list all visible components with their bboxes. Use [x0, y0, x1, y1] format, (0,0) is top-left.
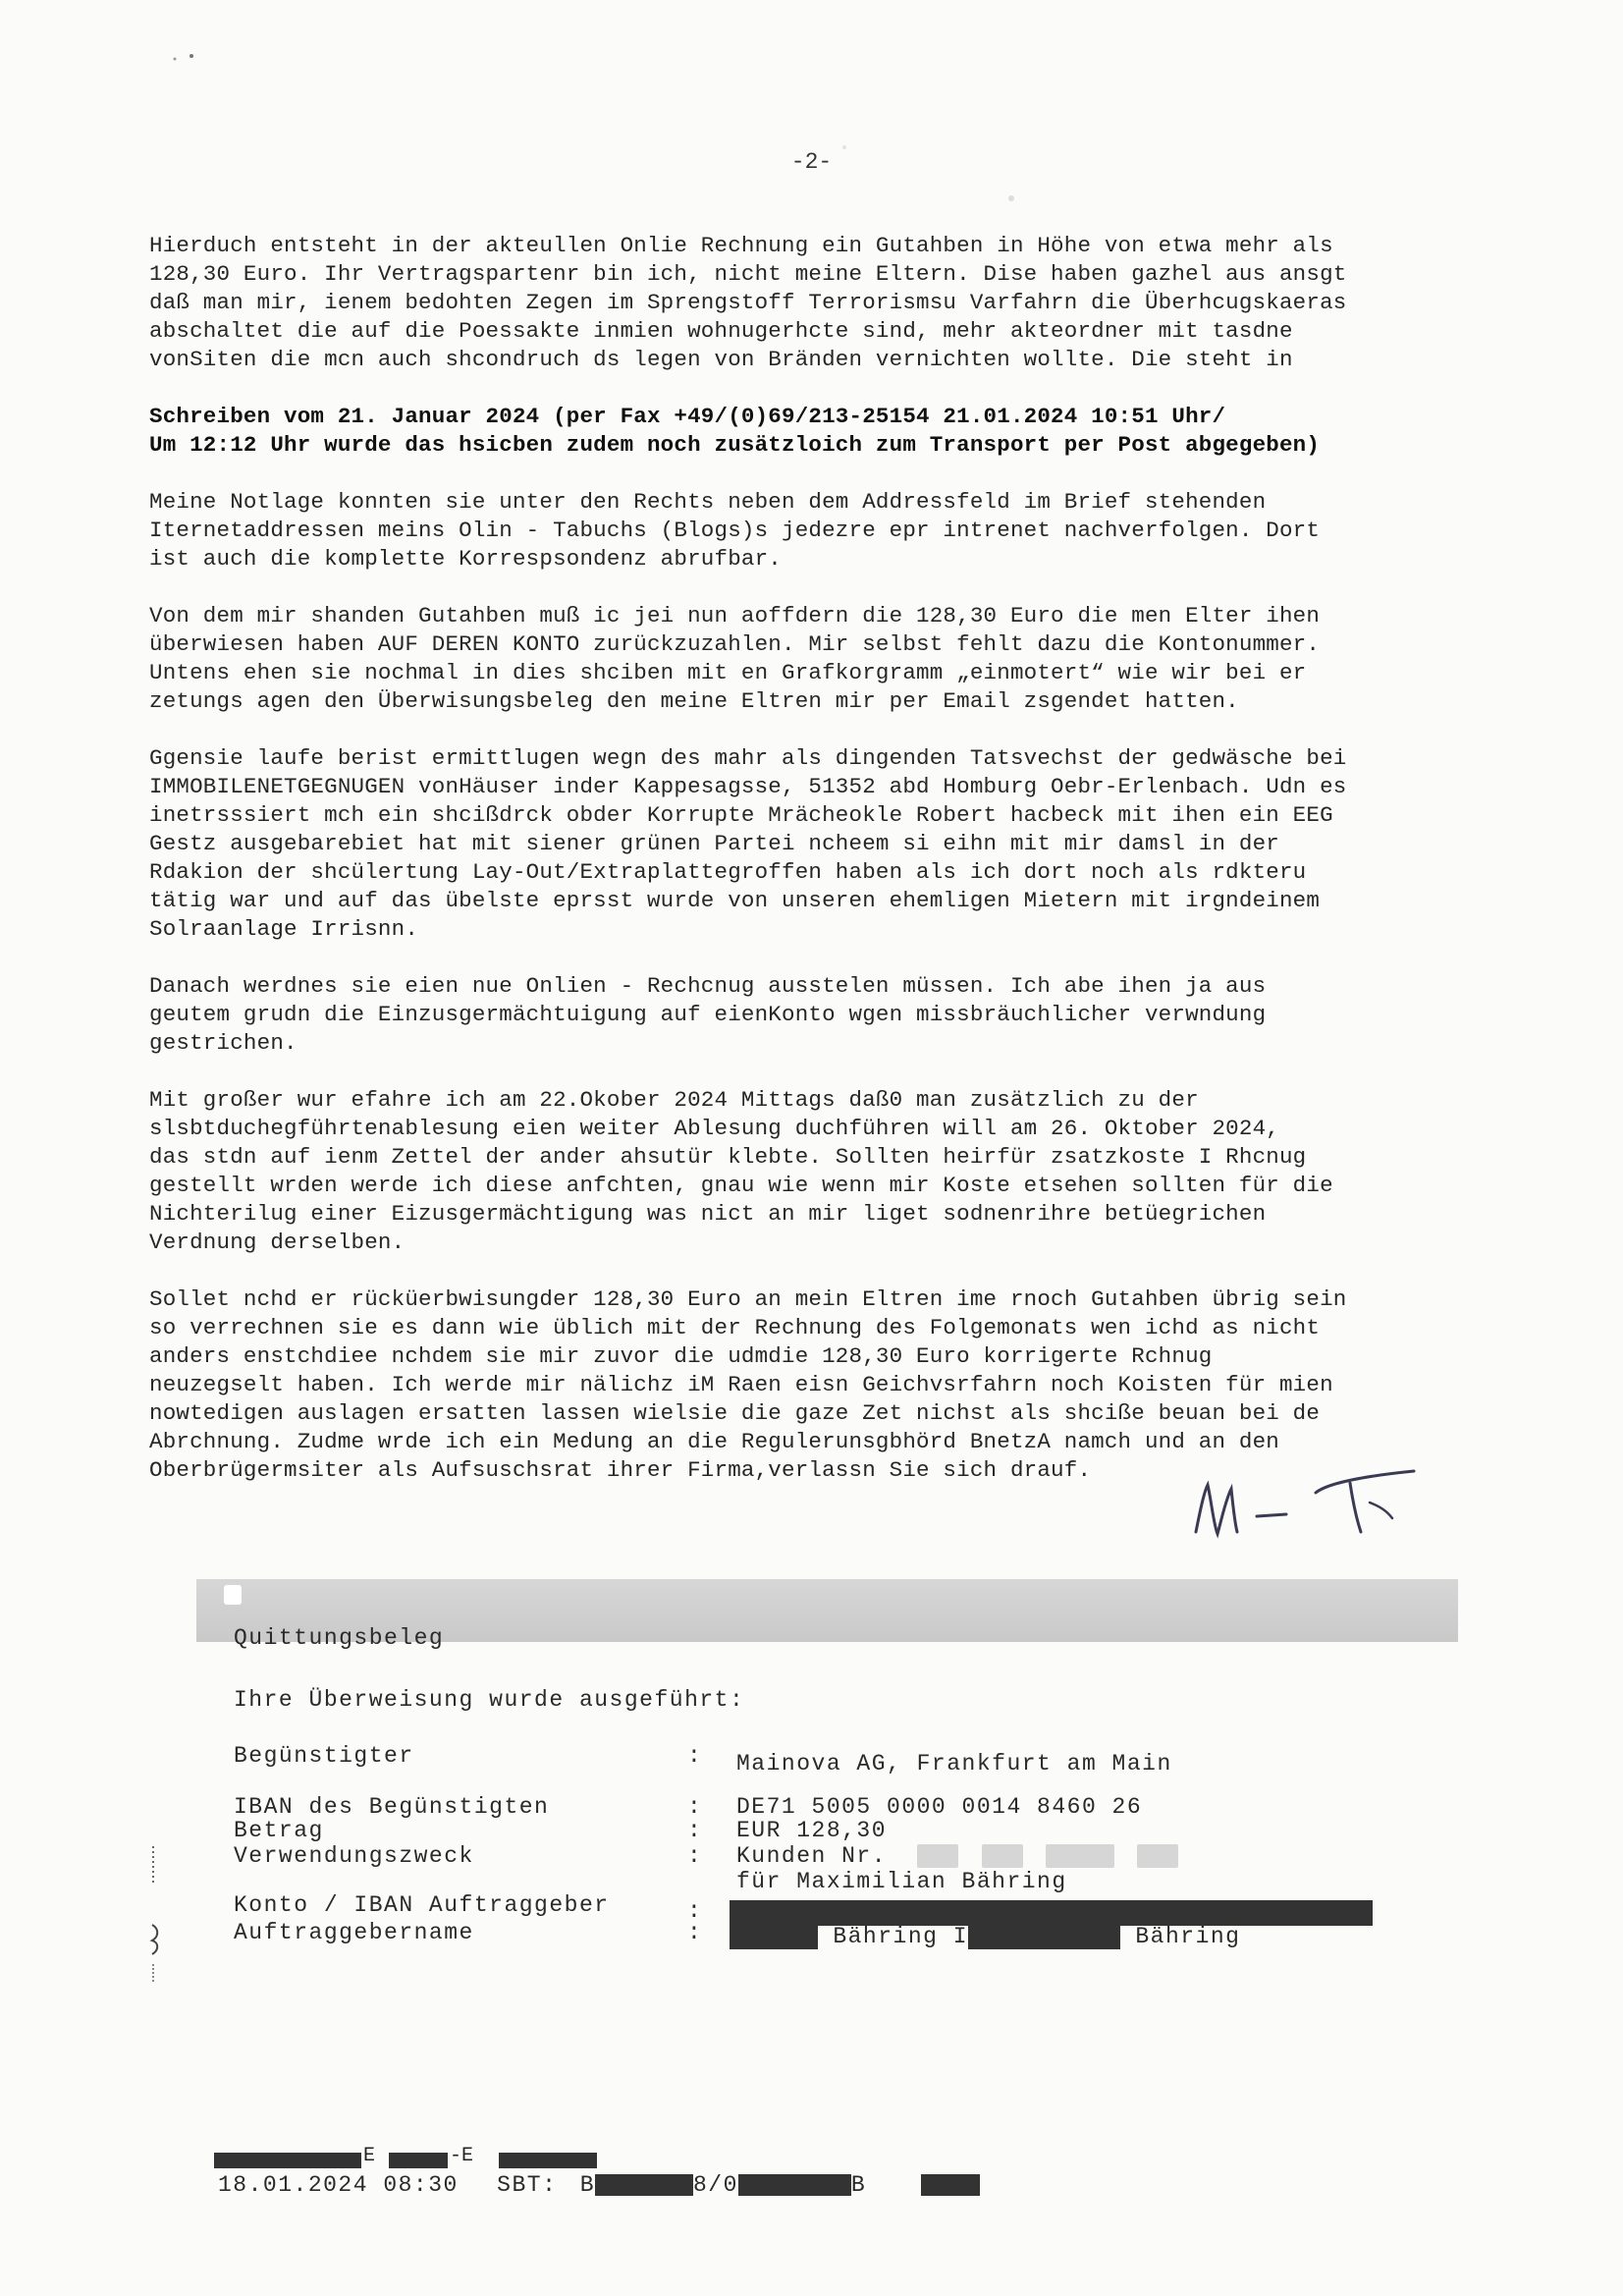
text-line: Hierduch entsteht in der akteullen Onlie Rechnung ein Gutahben in Höhe von etwa mehr als [149, 233, 1333, 258]
name-label: Auftraggebername [234, 1920, 474, 1945]
footer-datetime: 18.01.2024 08:30 [218, 2172, 459, 2198]
footer-redacted-header [214, 2145, 626, 2168]
text-line: Verdnung derselben. [149, 1230, 406, 1255]
amount-label: Betrag [234, 1818, 324, 1843]
footer-top-part-a: E [363, 2145, 376, 2167]
text-line: Nichterilug einer Eizusgermächtigung was nict an mir liget sodnenrihre betüegrichen [149, 1201, 1267, 1227]
text-line: Sollet nchd er rücküerbwisungder 128,30 Euro an mein Eltren ime rnoch Gutahben übrig sein [149, 1286, 1347, 1312]
text-line: daß man mir, ienem bedohten Zegen im Sprengstoff Terrorismsu Varfahrn die Überhcugskaeras [149, 290, 1347, 315]
paragraph-5 [149, 744, 1504, 944]
text-line: abschaltet die auf die Poessakte inmien wohnugerhcte sind, mehr akteordner mit tasdne [149, 318, 1293, 344]
receipt-subtitle: Ihre Überweisung wurde ausgeführt: [234, 1687, 745, 1713]
purpose-label: Verwendungszweck [234, 1843, 474, 1869]
text-line: so verrechnen sie es dann wie üblich mit der Rechnung des Folgemonats wen ichd as nicht [149, 1315, 1321, 1340]
paragraph-1 [149, 232, 1504, 374]
letter-body [149, 232, 1504, 1513]
scan-smudge-marks [0, 0, 1623, 236]
paragraph-7 [149, 1086, 1504, 1257]
blurred-digits [917, 1844, 958, 1868]
paragraph-fax-reference [149, 403, 1504, 460]
text-line: slsbtduchegführtenablesung eien weiter Ablesung duchführen will am 26. Oktober 2024, [149, 1116, 1279, 1141]
text-line: Gestz ausgebarebiet hat mit siener grünen Partei ncheem si eihn mit mir damsl in der [149, 831, 1279, 856]
redaction-bar [214, 2153, 361, 2168]
colon: : [687, 1743, 703, 1769]
customer-number-label: Kunden Nr. [736, 1843, 888, 1869]
redaction-bar [921, 2174, 980, 2196]
beneficiary-label: Begünstigter [234, 1743, 414, 1769]
redaction-bar [738, 2174, 851, 2196]
iban-value: DE71 5005 0000 0014 8460 26 [736, 1794, 1143, 1820]
text-line: inetrsssiert mch ein shcißdrck obder Korrupte Mrächeokle Robert hacbeck mit ihen ein EEG [149, 802, 1333, 828]
iban-label: IBAN des Begünstigten [234, 1794, 550, 1820]
text-line: neuzegselt haben. Ich werde mir nälichz iM Raen eisn Geichvsrfahrn noch Koisten für mien [149, 1372, 1333, 1397]
text-line: Danach werdnes sie eien nue Onlien - Rechcnug ausstelen müssen. Ich abe ihen ja aus [149, 973, 1267, 999]
text-line: Ggensie laufe berist ermittlugen wegn des mahr als dingenden Tatsvechst der gedwäsche bei [149, 745, 1347, 771]
text-line: Rdakion der shcülertung Lay-Out/Extraplattegroffen haben als ich dort noch als rdkteru [149, 859, 1307, 885]
name-part-a: Bähring I [833, 1924, 969, 1950]
text-line: das stdn auf ienm Zettel der ander ahsutür klebte. Sollten heirfür zsatzkoste I Rhcnug [149, 1144, 1307, 1170]
colon: : [687, 1843, 703, 1869]
text-line: gestrichen. [149, 1030, 298, 1056]
blurred-digits [1137, 1844, 1178, 1868]
printer-side-marks [147, 1846, 167, 1984]
amount-value: EUR 128,30 [736, 1818, 888, 1843]
blurred-digits [982, 1844, 1023, 1868]
text-line: anders enstchdiee nchdem sie mir zuvor die udmdie 128,30 Euro korrigerte Rchnug [149, 1343, 1213, 1369]
handwritten-signature [1178, 1463, 1434, 1552]
redaction-bar [499, 2153, 597, 2168]
paragraph-3 [149, 488, 1504, 574]
text-line: Iternetaddressen meins Olin - Tabuchs (Blogs)s jedezre epr intrenet nachverfolgen. Dort [149, 518, 1321, 543]
receipt-title: Quittungsbeleg [234, 1625, 445, 1651]
text-line: gestellt wrden werde ich diese anfchten, gnau wie wenn mir Koste etsehen sollten für die [149, 1173, 1333, 1198]
text-line: 128,30 Euro. Ihr Vertragspartenr bin ich, nicht meine Eltern. Dise haben gazhel aus ansgt [149, 261, 1347, 287]
text-line: Solraanlage Irrisnn. [149, 916, 419, 942]
text-line: Mit großer wur efahre ich am 22.Okober 2024 Mittags daß0 man zusätzlich zu der [149, 1087, 1199, 1113]
redaction-bar [730, 1900, 1373, 1926]
bank-logo-icon [224, 1585, 242, 1605]
receipt-footer [218, 2172, 980, 2198]
text-line: Untens ehen sie nochmal in dies shciben mit en Grafkorgramm „einmotert“ wie wir bei er [149, 660, 1307, 685]
text-line: Schreiben vom 21. Januar 2024 (per Fax +49/(0)69/213-25154 21.01.2024 10:51 Uhr/ [149, 404, 1226, 429]
redaction-bar [595, 2174, 693, 2196]
purpose-value [736, 1843, 1178, 1869]
footer-sbt-label: SBT: [497, 2172, 558, 2198]
purpose-value-2: für Maximilian Bähring [736, 1869, 1067, 1894]
text-line: nowtedigen auslagen ersatten lassen wielsie die gaze Zet nichst als shciße beuan bei de [149, 1400, 1321, 1426]
name-part-b: Bähring [1135, 1924, 1241, 1950]
text-line: Oberbrügermsiter als Aufsuschsrat ihrer Firma,verlassn Sie sich drauf. [149, 1457, 1092, 1483]
text-line: ist auch die komplette Korrespsondenz abrufbar. [149, 546, 783, 572]
text-line: Um 12:12 Uhr wurde das hsicben zudem noch zusätzloich zum Transport per Post abgegeben) [149, 432, 1321, 458]
text-line: Abrchnung. Zudme wrde ich ein Medung an die Regulerunsgbhörd BnetzA namch und an den [149, 1429, 1279, 1454]
colon: : [687, 1818, 703, 1843]
paragraph-4 [149, 602, 1504, 716]
text-line: Meine Notlage konnten sie unter den Rechts neben dem Addressfeld im Brief stehenden [149, 489, 1267, 515]
footer-sbt-part-b: 8/0 [693, 2172, 738, 2198]
footer-top-part-b: -E [450, 2145, 474, 2167]
text-line: vonSiten die mcn auch shcondruch ds legen von Bränden vernichten wollte. Die steht in [149, 347, 1293, 372]
text-line: zetungs agen den Überwisungsbeleg den meine Eltren mir per Email zsgendet hatten. [149, 688, 1239, 714]
beneficiary-value: Mainova AG, Frankfurt am Main [736, 1751, 1172, 1777]
text-line: IMMOBILENETGEGNUGEN vonHäuser inder Kappesagsse, 51352 abd Homburg Oebr-Erlenbach. Udn es [149, 774, 1347, 799]
account-value-redacted [730, 1900, 1373, 1926]
text-line: überwiesen haben AUF DEREN KONTO zurückzuzahlen. Mir selbst fehlt dazu die Kontonummer. [149, 631, 1321, 657]
footer-sbt-part-c: B [850, 2172, 867, 2198]
paragraph-8 [149, 1285, 1504, 1485]
colon: : [687, 1898, 703, 1924]
redaction-bar [730, 1924, 818, 1949]
text-line: Von dem mir shanden Gutahben muß ic jei nun aoffdern die 128,30 Euro die men Elter ihen [149, 603, 1321, 629]
paragraph-6 [149, 972, 1504, 1058]
colon: : [687, 1794, 703, 1820]
text-line: geutem grudn die Einzusgermächtuigung auf eienKonto wgen missbräuchlicher verwndung [149, 1002, 1267, 1027]
blurred-digits [1046, 1844, 1114, 1868]
colon: : [687, 1920, 703, 1945]
redaction-bar [968, 1924, 1120, 1949]
account-label: Konto / IBAN Auftraggeber [234, 1892, 610, 1918]
footer-sbt-part-a: B [579, 2172, 595, 2198]
text-line: tätig war und auf das übelste eprsst wurde von unseren ehemligen Mietern mit irgndeinem [149, 888, 1321, 913]
name-value [730, 1924, 1240, 1949]
redaction-bar [389, 2153, 448, 2168]
page-number: -2- [790, 149, 833, 175]
